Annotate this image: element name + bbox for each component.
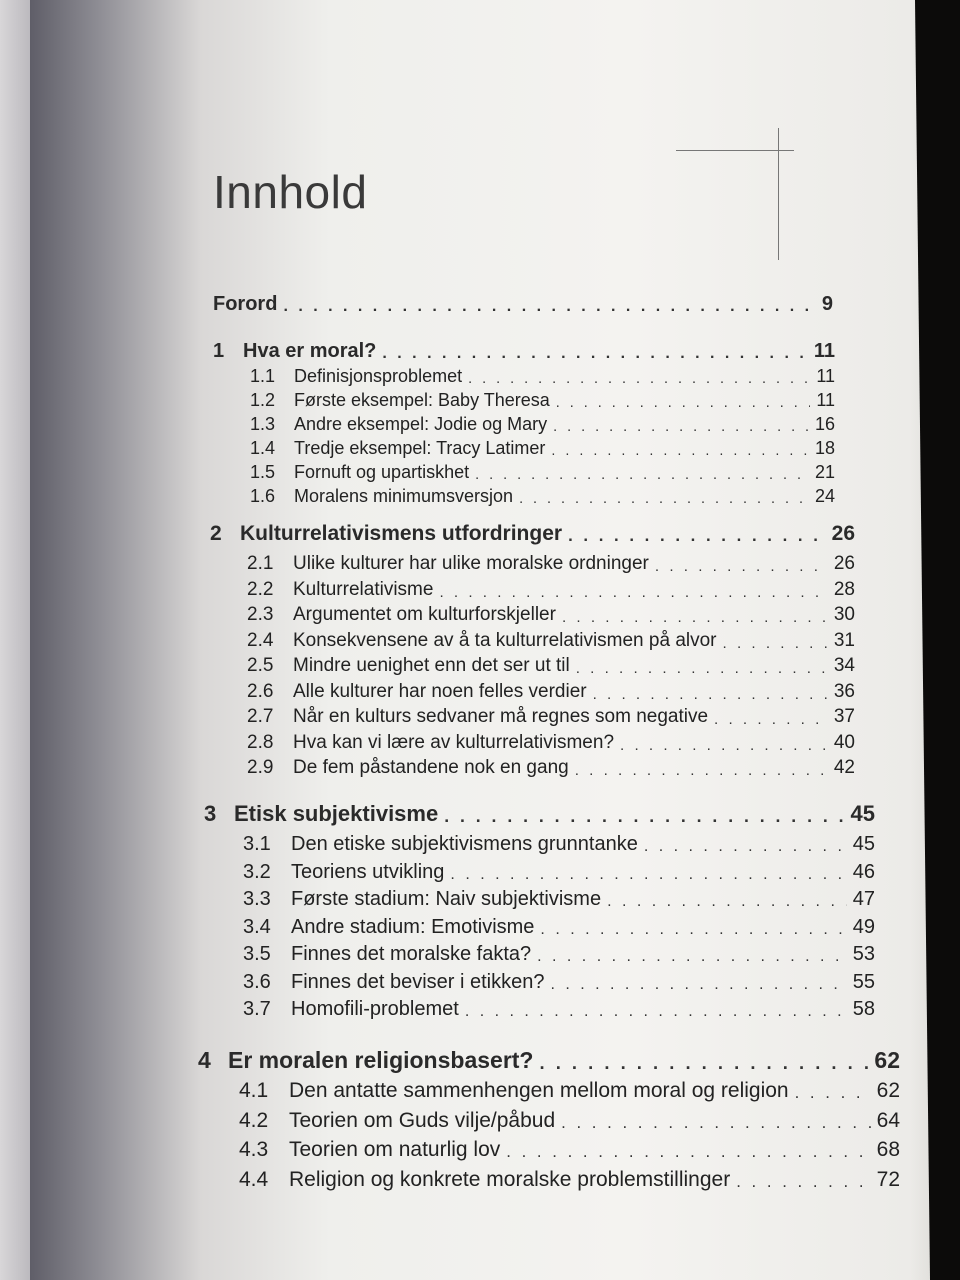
toc-section-row [250, 462, 835, 483]
leader-dots [576, 660, 828, 677]
section-number: 1.5 [250, 462, 276, 482]
section-number: 4.3 [239, 1138, 269, 1161]
section-number: 4.1 [239, 1079, 269, 1102]
section-page-number: 30 [833, 604, 855, 625]
leader-dots [562, 609, 828, 626]
leader-dots [644, 838, 847, 856]
chapter-title: Etisk subjektivisme [234, 801, 439, 826]
section-number: 1.1 [250, 366, 276, 386]
section-number: 3.3 [243, 888, 271, 910]
section-title: Hva kan vi lære av kulturrelativismen? [293, 731, 615, 753]
leader-dots [550, 976, 846, 994]
toc-section-row [250, 366, 835, 387]
section-number: 2.8 [247, 731, 274, 753]
leader-dots [620, 737, 828, 754]
chapter-page-number: 45 [850, 801, 875, 826]
section-title: Fornuft og upartiskhet [294, 462, 470, 482]
section-title: Kulturrelativisme [293, 578, 434, 600]
section-page-number: 24 [814, 486, 835, 506]
leader-dots [444, 806, 844, 827]
leader-dots [450, 866, 846, 884]
leader-dots [593, 686, 828, 703]
section-page-number: 11 [816, 366, 835, 386]
toc-section-row [243, 971, 875, 994]
leader-dots [655, 558, 828, 575]
toc-section-row [250, 486, 835, 507]
leader-dots [607, 893, 847, 911]
section-number: 4.4 [239, 1167, 269, 1191]
toc-chapter-row [204, 801, 875, 827]
chapter-number: 2 [210, 522, 222, 545]
leader-dots [553, 419, 809, 435]
leader-dots [475, 467, 809, 483]
section-title: Konsekvensene av å ta kulturrelativismen på alvor [293, 629, 717, 651]
section-title: Finnes det beviser i etikken? [291, 970, 545, 993]
leader-dots [540, 921, 846, 939]
section-page-number: 21 [814, 462, 835, 482]
toc-section-row [247, 604, 855, 626]
section-page-number: 47 [852, 888, 875, 910]
section-page-number: 18 [814, 438, 835, 458]
section-title: Teoriens utvikling [291, 860, 445, 883]
section-page-number: 26 [833, 553, 855, 574]
section-page-number: 42 [833, 757, 855, 778]
section-page-number: 37 [833, 706, 855, 727]
leader-dots [736, 1172, 870, 1192]
toc-section-row [247, 579, 855, 601]
section-page-number: 45 [852, 833, 875, 855]
section-title: Definisjonsproblemet [294, 366, 463, 386]
toc-chapter-row [210, 522, 855, 546]
section-page-number: 31 [833, 629, 855, 651]
section-number: 1.3 [250, 414, 276, 434]
toc-section-row [243, 916, 875, 939]
toc-section-row [247, 553, 855, 575]
toc-section-row [247, 706, 855, 728]
chapter-page-number: 11 [813, 340, 835, 362]
section-title: Første stadium: Naiv subjektivisme [291, 888, 602, 910]
section-number: 2.9 [247, 757, 274, 778]
section-title: Tredje eksempel: Tracy Latimer [294, 438, 546, 458]
section-number: 3.2 [243, 860, 271, 883]
section-title: Når en kulturs sedvaner må regnes som negative [293, 706, 709, 727]
section-page-number: 72 [876, 1167, 900, 1191]
toc-section-row [250, 390, 835, 411]
section-title: Andre stadium: Emotivisme [291, 915, 535, 938]
toc-section-row [247, 630, 855, 652]
section-number: 3.1 [243, 833, 271, 855]
leader-dots [568, 526, 826, 546]
leader-dots [439, 584, 827, 601]
section-title: De fem påstandene nok en gang [293, 757, 569, 778]
section-title: Homofili-problemet [291, 998, 459, 1020]
toc-section-row [239, 1168, 900, 1192]
section-number: 2.4 [247, 629, 274, 651]
chapter-number: 3 [204, 801, 217, 826]
leader-dots [506, 1142, 870, 1162]
toc-section-row [243, 861, 875, 884]
section-title: Ulike kulturer har ulike moralske ordninger [293, 553, 649, 574]
toc-section-row [247, 757, 855, 779]
section-number: 1.4 [250, 438, 276, 458]
section-number: 2.6 [247, 680, 274, 702]
section-title: Religion og konkrete moralske problemstillinger [289, 1167, 731, 1191]
section-number: 3.7 [243, 998, 271, 1020]
section-page-number: 46 [852, 860, 875, 883]
leader-dots [723, 635, 828, 652]
toc-chapter-row [198, 1047, 900, 1074]
chapter-number: 4 [198, 1047, 211, 1073]
page-title: Innhold [213, 166, 368, 218]
section-page-number: 68 [876, 1138, 900, 1161]
leader-dots [468, 371, 810, 387]
section-number: 3.5 [243, 943, 271, 965]
section-number: 1.6 [250, 486, 276, 506]
section-number: 2.1 [247, 553, 274, 574]
section-number: 2.2 [247, 578, 274, 600]
section-page-number: 62 [876, 1079, 900, 1102]
leader-dots [382, 345, 807, 363]
chapter-page-number: 26 [831, 522, 855, 545]
leader-dots [556, 395, 811, 411]
toc-section-row [250, 414, 835, 435]
chapter-page-number: 62 [874, 1047, 900, 1073]
chapter-title: Kulturrelativismens utfordringer [240, 522, 563, 545]
section-title: Første eksempel: Baby Theresa [294, 390, 550, 410]
chapter-number: 1 [213, 340, 225, 362]
toc-section-row [250, 438, 835, 459]
section-number: 1.2 [250, 390, 276, 410]
chapter-title: Hva er moral? [243, 340, 377, 362]
section-title: Teorien om Guds vilje/påbud [289, 1108, 556, 1132]
leader-dots [551, 443, 809, 459]
toc-section-row [243, 943, 875, 966]
leader-dots [465, 1003, 847, 1021]
leader-dots [537, 948, 847, 966]
toc-section-row [243, 888, 875, 911]
section-number: 4.2 [239, 1108, 269, 1132]
section-title: Teorien om naturlig lov [289, 1138, 501, 1161]
section-number: 3.6 [243, 970, 271, 993]
section-page-number: 36 [833, 680, 855, 702]
leader-dots [539, 1052, 868, 1074]
chapter-title: Er moralen religionsbasert? [228, 1047, 534, 1073]
toc-section-row [247, 732, 855, 754]
leader-dots [561, 1113, 870, 1133]
leader-dots [283, 298, 815, 316]
leader-dots [714, 711, 828, 728]
section-page-number: 53 [852, 943, 875, 965]
toc-section-row [243, 998, 875, 1021]
section-page-number: 11 [816, 390, 835, 410]
toc-section-row [239, 1079, 900, 1103]
section-title: Andre eksempel: Jodie og Mary [294, 414, 548, 434]
leader-dots [795, 1083, 871, 1103]
toc-chapter-row [213, 340, 835, 363]
leader-dots [519, 491, 809, 507]
section-number: 3.4 [243, 915, 271, 938]
toc-section-row [243, 833, 875, 856]
toc-foreword-page: 9 [821, 293, 833, 315]
section-title: Finnes det moralske fakta? [291, 943, 532, 965]
toc-section-row [239, 1138, 900, 1162]
section-page-number: 49 [852, 915, 875, 938]
section-number: 2.3 [247, 604, 274, 625]
toc-section-row [247, 655, 855, 677]
section-title: Den etiske subjektivismens grunntanke [291, 833, 638, 855]
section-number: 2.5 [247, 655, 274, 676]
section-title: Moralens minimumsversjon [294, 486, 514, 506]
section-page-number: 40 [833, 731, 855, 753]
section-page-number: 58 [852, 998, 875, 1020]
toc-section-row [239, 1109, 900, 1133]
toc-foreword-row [213, 293, 833, 316]
section-title: Mindre uenighet enn det ser ut til [293, 655, 570, 676]
section-page-number: 34 [833, 655, 855, 676]
leader-dots [575, 762, 828, 779]
section-page-number: 16 [814, 414, 835, 434]
section-page-number: 28 [833, 578, 855, 600]
section-title: Argumentet om kulturforskjeller [293, 604, 556, 625]
section-number: 2.7 [247, 706, 274, 727]
section-title: Alle kulturer har noen felles verdier [293, 680, 587, 702]
toc-foreword-label: Forord [213, 293, 278, 315]
section-page-number: 55 [852, 970, 875, 993]
toc-section-row [247, 681, 855, 703]
section-title: Den antatte sammenhengen mellom moral og religion [289, 1079, 789, 1102]
section-page-number: 64 [876, 1108, 900, 1132]
